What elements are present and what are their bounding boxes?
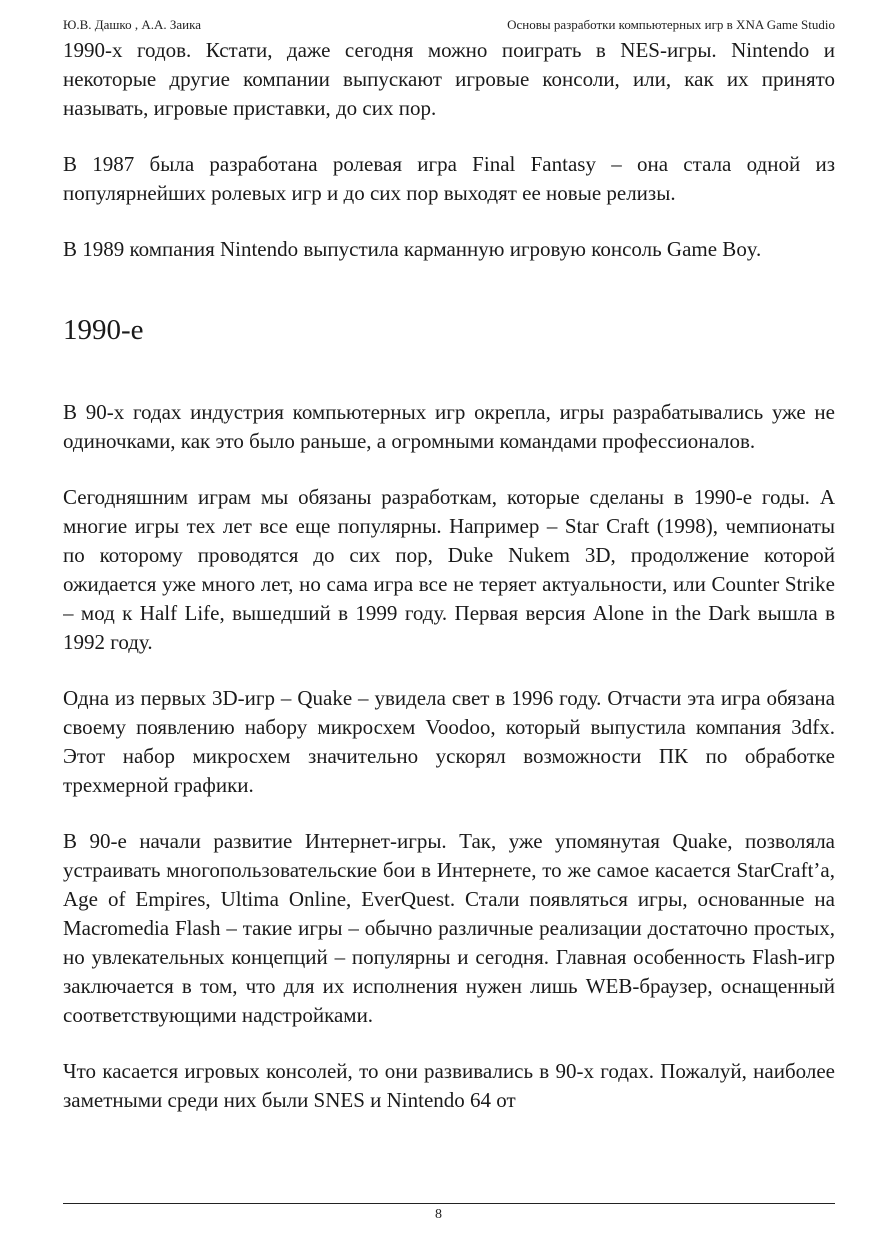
page-number: 8	[435, 1207, 442, 1222]
body-paragraph: 1990-х годов. Кстати, даже сегодня можно поиграть в NES-игры. Nintendo и некоторые другие компании выпускают игровые консоли, или, как их принято называть, игровые приставки, до сих пор.	[63, 38, 835, 120]
body-paragraph: В 1989 компания Nintendo выпустила карманную игровую консоль Game Boy.	[63, 237, 762, 261]
body-paragraph: В 1987 была разработана ролевая игра Final Fantasy – она стала одной из популярнейших ролевых игр и до сих пор выходят ее новые релизы.	[63, 152, 835, 205]
body-paragraph: Что касается игровых консолей, то они развивались в 90-х годах. Пожалуй, наиболее заметными среди них были SNES и Nintendo 64 от	[63, 1059, 835, 1112]
header-authors: Ю.В. Дашко , А.А. Заика	[63, 17, 201, 32]
body-paragraph: Сегодняшним играм мы обязаны разработкам, которые сделаны в 1990-е годы. А многие игры тех лет все еще популярны. Например – Star Craft (1998), чемпионаты по которому проводятся до сих пор, Duke Nukem 3D, продолжение которой ожидается уже много лет, но сама игра все не теряет актуальности, или Counter Strike – мод к Half Life, вышедший в 1999 году. Первая версия Alone in the Dark вышла в 1992 году.	[63, 485, 835, 654]
body-paragraph: В 90-е начали развитие Интернет-игры. Так, уже упомянутая Quake, позволяла устраивать многопользовательские бои в Интернете, то же самое касается StarCraft’a, Age of Empires, Ultima Online, EverQuest. Стали появляться игры, основанные на Macromedia Flash – такие игры – обычно различные реализации достаточно простых, но увлекательных концепций – популярны и сегодня. Главная особенность Flash-игр заключается в том, что для их исполнения нужен лишь WEB-браузер, оснащенный соответствующими надстройками.	[63, 829, 835, 1027]
footer-divider	[63, 1203, 835, 1204]
section-heading: 1990-е	[63, 314, 144, 346]
page-header	[63, 16, 835, 34]
page-body	[63, 36, 835, 1203]
body-paragraph: Одна из первых 3D-игр – Quake – увидела свет в 1996 году. Отчасти эта игра обязана своему появлению набору микросхем Voodoo, который выпустила компания 3dfx. Этот набор микросхем значительно ускорял возможности ПК по обработке трехмерной графики.	[63, 686, 835, 797]
header-book-title: Основы разработки компьютерных игр в XNA Game Studio	[507, 17, 835, 32]
body-paragraph: В 90-х годах индустрия компьютерных игр окрепла, игры разрабатывались уже не одиночками, как это было раньше, а огромными командами профессионалов.	[63, 400, 835, 453]
